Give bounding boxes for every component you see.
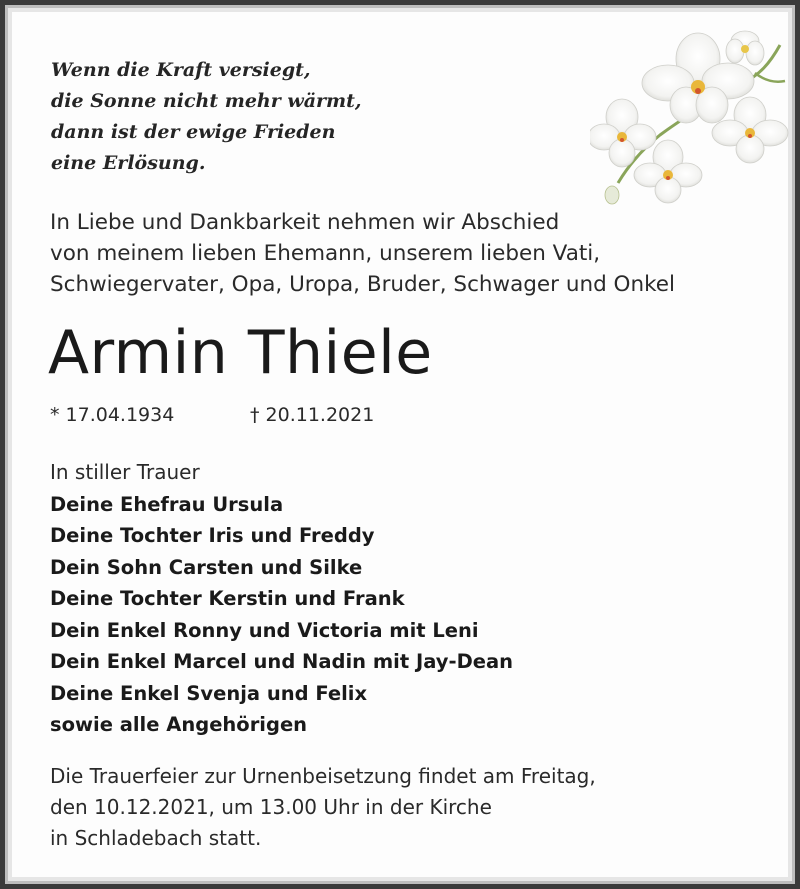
death-date: † 20.11.2021: [250, 404, 375, 426]
mourner-name: sowie alle Angehörigen: [50, 713, 308, 736]
farewell-line: von meinem lieben Ehemann, unserem lieben Vati,: [50, 241, 601, 266]
orchid-image: [590, 23, 790, 213]
farewell-line: Schwiegervater, Opa, Uropa, Bruder, Schwager und Onkel: [50, 272, 675, 297]
poem-line: die Sonne nicht mehr wärmt,: [51, 90, 362, 112]
farewell-text: [50, 207, 675, 300]
mourner-name: Deine Tochter Kerstin und Frank: [50, 587, 405, 610]
funeral-line: in Schladebach statt.: [50, 826, 262, 850]
mourner-name: Dein Enkel Ronny und Victoria mit Leni: [50, 618, 479, 642]
poem-line: dann ist der ewige Frieden: [51, 121, 336, 143]
life-dates: [50, 401, 375, 429]
mourner-name: Deine Tochter Iris und Freddy: [50, 524, 375, 547]
mourner-name: Dein Enkel Marcel und Nadin mit Jay-Dean: [50, 650, 514, 673]
poem: [51, 55, 362, 179]
funeral-notice: [50, 761, 596, 854]
mourner-name: Dein Sohn Carsten und Silke: [50, 555, 363, 579]
poem-line: eine Erlösung.: [51, 152, 206, 174]
farewell-line: In Liebe und Dankbarkeit nehmen wir Abschied: [50, 210, 560, 235]
mourning-intro: In stiller Trauer: [50, 460, 200, 484]
mourners-list: [50, 457, 513, 741]
deceased-name: Armin Thiele: [48, 318, 433, 388]
funeral-line: Die Trauerfeier zur Urnenbeisetzung findet am Freitag,: [50, 764, 596, 788]
funeral-line: den 10.12.2021, um 13.00 Uhr in der Kirche: [50, 795, 492, 819]
birth-date: * 17.04.1934: [50, 404, 175, 426]
mourner-name: Deine Ehefrau Ursula: [50, 492, 284, 516]
mourner-name: Deine Enkel Svenja und Felix: [50, 681, 368, 705]
poem-line: Wenn die Kraft versiegt,: [51, 59, 311, 81]
